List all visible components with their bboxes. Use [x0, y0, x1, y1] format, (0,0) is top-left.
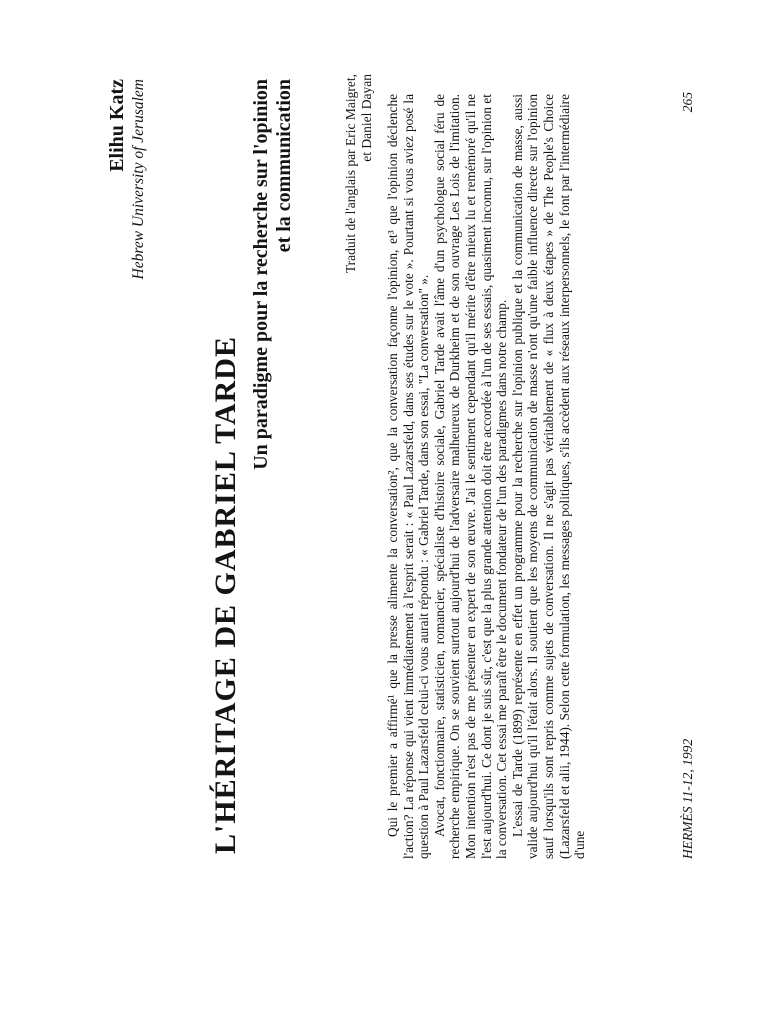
author-name: Elihu Katz	[106, 79, 128, 172]
article-title: L'HÉRITAGE DE GABRIEL TARDE	[209, 336, 242, 854]
journal-reference: HERMÈS 11-12, 1992	[680, 738, 695, 859]
body-text	[385, 94, 588, 859]
translation-line-2: et Daniel Dayan	[359, 74, 374, 162]
translation-credit	[343, 74, 375, 404]
body-paragraph: Qui le premier a affirmé¹ que la presse alimente la conversation², que la conversation façonne l'opinion, et³ que l'opinion déclenche l'action? La réponse qui vient immédiatement à l'esprit serait : « Paul Lazarsfeld, dans ses études sur le vote ». Pourtant si vous aviez posé la question à Paul Lazarsfeld celui-ci vous aurait répondu : « Gabriel Tarde, dans son essai, "La conversation" ».	[385, 94, 432, 859]
body-paragraph: Avocat, fonctionnaire, statisticien, romancier, spécialiste d'histoire sociale, Gabriel Tarde avait l'âme d'un psychologue social féru de recherche empirique. On se souvient surtout aujourd'hui de l'adversaire malheureux de Durkheim et de son ouvrage Les Lois de l'imitation. Mon intention n'est pas de me présenter en expert de son œuvre. J'ai le sentiment cependant qu'il mérite d'être mieux lu et remémoré qu'il ne l'est aujourd'hui. Ce dont je suis sûr, c'est que la plus grande attention doit être accordée à l'un de ses essais, quasiment inconnu, sur l'opinion et la conversation. Cet essai me paraît être le document fondateur de l'un des paradigmes dans notre champ.	[431, 94, 510, 859]
article-subtitle	[250, 79, 296, 724]
body-paragraph: L'essai de Tarde (1899) représente en effet un programme pour la recherche sur l'opinion publique et la communication de masse, aussi valide aujourd'hui qu'il l'était alors. Il soutient que les moyens de communication de masse n'ont qu'une faible influence directe sur l'opinion sauf lorsqu'ils sont repris comme sujets de conversation. Il ne s'agit pas véritablement de « flux à deux étapes » de The People's Choice (Lazarsfeld et alii, 1944). Selon cette formulation, les messages politiques, s'ils accèdent aux réseaux interpersonnels, le font par l'intermédiaire d'une	[509, 94, 588, 859]
author-block	[105, 79, 149, 389]
subtitle-line-1: Un paradigme pour la recherche sur l'opinion	[250, 79, 272, 470]
subtitle-line-2: et la communication	[273, 79, 295, 253]
page-number: 265	[680, 92, 695, 113]
translation-line-1: Traduit de l'anglais par Eric Maigret,	[343, 74, 358, 274]
author-affiliation: Hebrew University of Jerusalem	[130, 79, 147, 280]
